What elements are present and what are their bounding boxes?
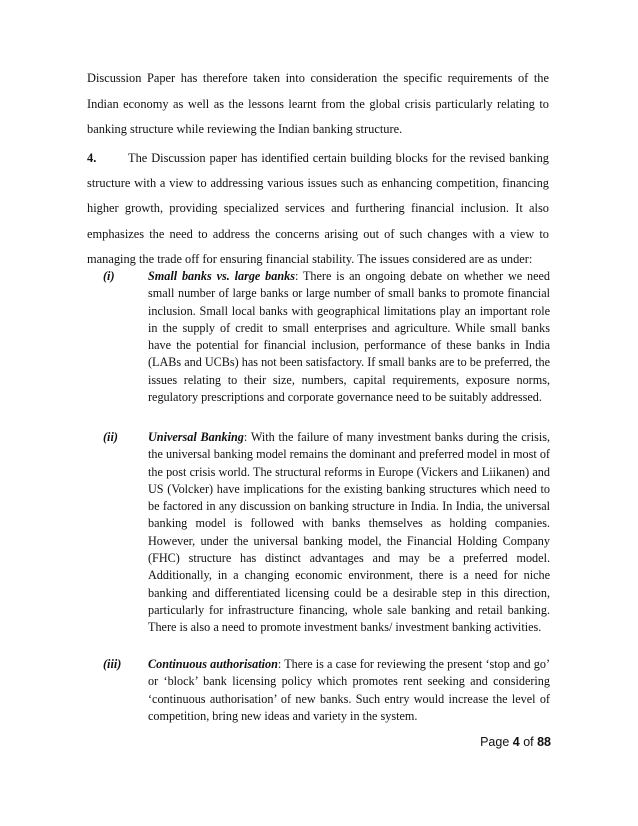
page-label: Page [480, 735, 513, 749]
intro-paragraph: Discussion Paper has therefore taken into consideration the specific requirements of the Indian economy as well as the lessons learnt from the global crisis particularly relating to banking structure while reviewing the Indian banking structure. [87, 71, 549, 136]
list-item-heading: Universal Banking [148, 430, 244, 444]
list-item-heading: Small banks vs. large banks [148, 269, 295, 283]
list-item [103, 268, 550, 406]
list-item-marker: (i) [103, 269, 115, 283]
total-pages-number: 88 [537, 735, 551, 749]
list-item-marker: (ii) [103, 430, 118, 444]
list-item-text: : There is a case for reviewing the present ‘stop and go’ or ‘block’ bank licensing policy which promotes rent seeking and considering ‘continuous authorisation’ of new banks. Such entry would increase the level of competition, bring new ideas and variety in the system. [148, 657, 550, 723]
page-footer [480, 735, 551, 749]
list-item [103, 429, 550, 637]
list-item [103, 656, 550, 725]
paragraph-4 [87, 146, 549, 272]
list-item-text: : There is an ongoing debate on whether we need small number of large banks or large number of small banks to promote financial inclusion. Small local banks with geographical limitations play an important role in the supply of credit to small enterprises and agriculture. While small banks have the potential for financial inclusion, performance of these banks in India (LABs and UCBs) has not been satisfactory. If small banks are to be preferred, the issues relating to their size, numbers, capital requirements, exposure norms, regulatory prescriptions and corporate governance need to be suitably addressed. [148, 269, 550, 405]
current-page-number: 4 [512, 735, 520, 749]
page-of-label: of [519, 735, 538, 749]
list-item-heading: Continuous authorisation [148, 657, 278, 671]
list-item-marker: (iii) [103, 657, 122, 671]
paragraph-4-text: The Discussion paper has identified certain building blocks for the revised banking structure with a view to addressing various issues such as enhancing competition, financing higher growth, providing specialized services and furthering financial inclusion. It also emphasizes the need to address the concerns arising out of such changes with a view to managing the trade off for ensuring financial stability. The issues considered are as under: [87, 151, 549, 266]
list-item-text: : With the failure of many investment banks during the crisis, the universal banking model remains the dominant and preferred model in most of the post crisis world. The structural reforms in Europe (Vickers and Liikanen) and US (Volcker) have implications for the existing banking structures which need to be factored in any discussion on banking structure in India. In India, the universal banking model is followed with banks themselves as holding companies. However, under the universal banking model, the Financial Holding Company (FHC) structure has distinct advantages and may be a preferred model. Additionally, in a changing economic environment, there is a need for niche banking and differentiated licensing could be a desirable step in this direction, particularly for infrastructure financing, whole sale banking and retail banking. There is also a need to promote investment banks/ investment banking activities. [148, 430, 550, 635]
paragraph-number: 4. [87, 151, 97, 165]
